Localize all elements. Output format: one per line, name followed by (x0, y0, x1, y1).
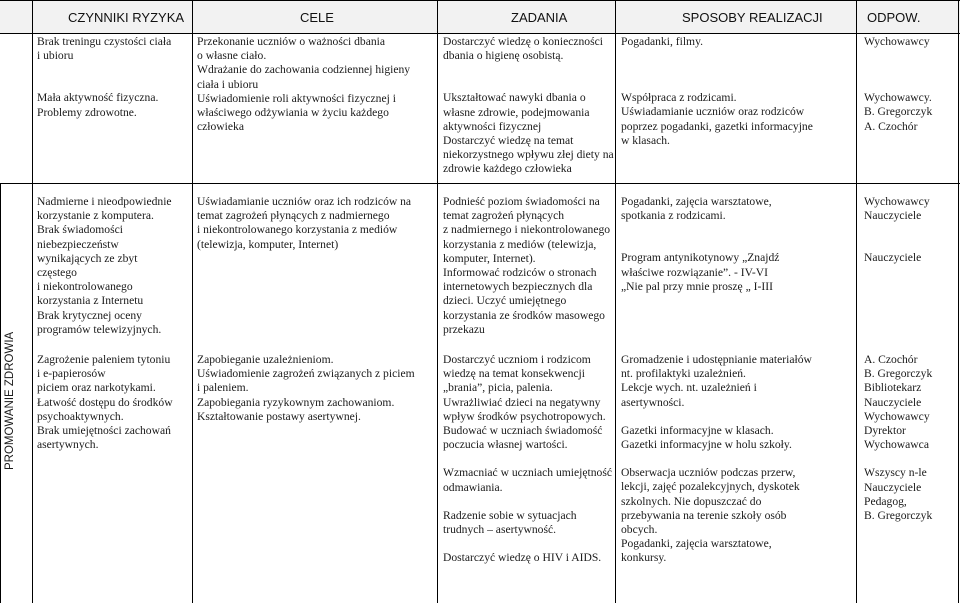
row3-risk: Zagrożenie paleniem tytoniu i e-papierosów piciem oraz narkotykami. Łatwość dostępu do środków psychoaktywnych. Brak umiejętności zachowań asertywnych. (37, 353, 173, 452)
row1-responsible: Wychowawcy Wychowawcy. B. Gregorczyk A. Czochór (864, 35, 933, 133)
row3-responsible: A. Czochór B. Gregorczyk Bibliotekarz Nauczyciele Wychowawcy Dyrektor Wychowawca Wszyscy n-le Nauczyciele Pedagog, B. Gregorczyk (864, 353, 933, 523)
header-tasks: ZADANIA (511, 10, 568, 25)
row2-goals: Uświadamianie uczniów oraz ich rodziców na temat zagrożeń płynących z nadmiernego i niekontrolowanego korzystania z mediów (telewizja, komputer, Internet) (197, 195, 412, 251)
row2-responsible: Wychowawcy Nauczyciele Nauczyciele (864, 195, 930, 265)
grid-line (0, 183, 1, 603)
row1-tasks: Dostarczyć wiedzę o konieczności dbania o higienę osobistą. Ukształtować nawyki dbania o własne zdrowie, podejmowania aktywności fizycznej Dostarczyć wiedzę na temat niekorzystnego wpływu złej diety na zdrowie każdego człowieka (443, 35, 614, 176)
row2-methods: Pogadanki, zajęcia warsztatowe, spotkania z rodzicami. Program antynikotynowy „Znajdź właściwe rozwiązanie”. - IV-VI „Nie pal przy mnie proszę „ I-III (621, 195, 780, 293)
row2-tasks: Podnieść poziom świadomości na temat zagrożeń płynących z nadmiernego i niekontrolowanego korzystania z mediów (telewizja, komputer, Internet). Informować rodziców o stronach internetowych bezpiecznych dla dzieci. Uczyć umiejętnego korzystania ze środków masowego przekazu (443, 195, 611, 336)
row2-risk: Nadmierne i nieodpowiednie korzystanie z komputera. Brak świadomości niebezpieczeństw wynikających ze zbyt częstego i niekontrolowanego korzystania z Internetu Brak krytycznej oceny programów telewizyjnych. (37, 195, 172, 336)
row1-goals: Przekonanie uczniów o ważności dbania o własne ciało. Wdrażanie do zachowania codziennej higieny ciała i ubioru Uświadomienie roli aktywności fizycznej i właściwego odżywiania w życiu każdego człowieka (197, 35, 411, 134)
grid-line (192, 0, 193, 603)
grid-line (437, 0, 438, 603)
row3-goals: Zapobieganie uzależnieniom. Uświadomienie zagrożeń związanych z piciem i paleniem. Zapobiegania ryzykownym zachowaniom. Kształtowanie postawy asertywnej. (197, 353, 415, 423)
table-header (0, 0, 960, 34)
grid-line (958, 0, 959, 603)
grid-line (32, 0, 33, 603)
grid-line (0, 183, 960, 184)
header-goals: CELE (300, 10, 334, 25)
row3-tasks: Dostarczyć uczniom i rodzicom wiedzę na temat konsekwencji „brania”, picia, palenia. Uwrażliwiać dzieci na negatywny wpływ środków psychotropowych. Budować w uczniach świadomość poczucia własnej wartości. Wzmacniać w uczniach umiejętność odmawiania. Radzenie sobie w sytuacjach trudnych – asertywność. Dostarczyć wiedzę o HIV i AIDS. (443, 353, 612, 565)
row3-methods: Gromadzenie i udostępnianie materiałów nt. profilaktyki uzależnień. Lekcje wych. nt. uzależnień i asertywności. Gazetki informacyjne w klasach. Gazetki informacyjne w holu szkoły. Obserwacja uczniów podczas przerw, lekcji, zajęć pozalekcyjnych, dyskotek szkolnych. Nie dopuszczać do przebywania na terenie szkoły osób obcych. Pogadanki, zajęcia warsztatowe, konkursy. (621, 353, 812, 565)
header-methods: SPOSOBY REALIZACJI (682, 10, 823, 25)
grid-line (856, 0, 857, 603)
header-risk-factors: CZYNNIKI RYZYKA (68, 10, 185, 25)
row1-risk: Brak treningu czystości ciała i ubioru Mała aktywność fizyczna. Problemy zdrowotne. (37, 35, 172, 119)
section-label-promowanie-zdrowia: PROMOWANIE ZDROWIA (4, 331, 16, 470)
header-responsible: ODPOW. (867, 10, 921, 25)
row1-methods: Pogadanki, filmy. Współpraca z rodzicami. Uświadamianie uczniów oraz rodziców poprzez pogadanki, gazetki informacyjne w klasach. (621, 35, 813, 147)
grid-line (615, 0, 616, 603)
